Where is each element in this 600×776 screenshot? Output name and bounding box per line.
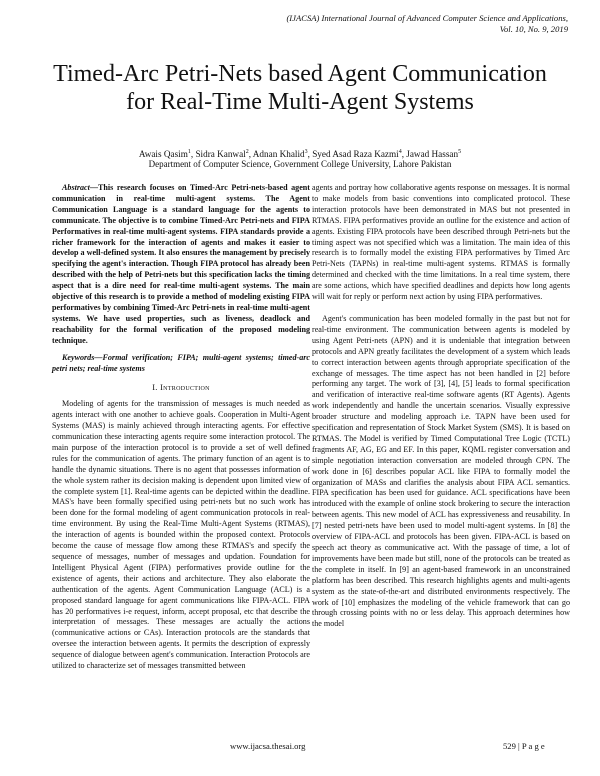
intro-paragraph-continued: agents and portray how collaborative agents response on messages. It is normal to make models from basic conventions into complicated protocol. These interaction protocols have been demonstrated in MAS but not presented in RTMAS. FIPA performatives provide an outline for the existence and action of agents. Existing FIPA protocols have been described through Petri-nets but the timing aspect was not specified which was a limitation. The main idea of this research is to formally model the existing FIPA performatives by Timed Arc Petri-Nets (TAPNs) in real-time multi-agent systems. RTMAS is formally determined and checked with the time limitations. In a real time system, there are some actions, which have specified deadlines and depicts how long agents will wait for reply or perform next action by using FIPA performatives. [312,183,570,302]
keywords-label: Keywords [62,352,95,362]
keywords: Keywords—Formal verification; FIPA; multi-agent systems; timed-arc petri nets; real-time systems [52,352,310,373]
section-heading [52,383,310,394]
author-affil-mark: 5 [458,149,462,155]
author: Awais Qasim$^1$, [138,149,196,160]
abstract-label: Abstract [62,183,90,192]
author-affil-mark: 3 [304,149,308,155]
journal-name: (IJACSA) International Journal of Advanced Computer Science and Applications, [286,13,568,23]
title-line-2: for Real-Time Multi-Agent Systems [126,89,474,115]
section-title: Introduction [160,383,210,393]
abstract-text: This research focuses on Timed-Arc Petri-nets-based agent communication in real-time multi-agent systems. The Agent Communication Language is a standard language for the agents to communicate. The objective is to combine Timed-Arc Petri-nets and FIPA Performatives in real-time multi-agent systems. FIPA standards provide a richer framework for the interaction of agents and makes it easier to develop a well-defined system. It also ensures the management by precisely specifying the agent's interaction. Though FIPA protocol has already been described with the help of Petri-nets but this specification lacks the timing aspect that is a dire need for real-time multi-agent systems. The main objective of this research is to provide a method of modeling existing FIPA performatives by combining Timed-Arc Petri-nets in real-time multi-agent systems. We have used properties, such as liveness, deadlock and reachability for the formal verification of the proposed modeling technique. [52,183,311,345]
author-name: Sidra Kanwal [195,149,246,160]
left-column [52,183,310,672]
author-name: Awais Qasim [138,149,188,160]
author-name: Jawad Hassan [406,149,459,160]
keywords-text: Formal verification; FIPA; multi-agent systems; timed-arc petri nets; real-time systems [52,352,310,373]
title-line-1: Timed-Arc Petri-Nets based Agent Communication [53,61,547,87]
author-affil-mark: 4 [398,149,402,155]
journal-header [188,13,568,35]
footer-url: www.ijacsa.thesai.org [230,741,306,751]
paper-title [30,60,570,116]
author: Adnan Khalid$^3$, [252,149,313,160]
author: Sidra Kanwal$^2$, [195,149,253,160]
section-number: I. [152,383,158,393]
abstract: Abstract—This research focuses on Timed-Arc Petri-nets-based agent communication in real-time multi-agent systems. The Agent Communication Language is a standard language for the agents to communicate. The objective is to combine Timed-Arc Petri-nets and FIPA Performatives in real-time multi-agent systems. FIPA standards provide a richer framework for the interaction of agents and makes it easier to develop a well-defined system. It also ensures the management by precisely specifying the agent's interaction. Though FIPA protocol has already been described with the help of Petri-nets but this specification lacks the timing aspect that is a dire need for real-time multi-agent systems. The main objective of this research is to provide a method of modeling existing FIPA performatives by combining Timed-Arc Petri-nets in real-time multi-agent systems. We have used properties, such as liveness, deadlock and reachability for the formal verification of the proposed modeling technique. [52,183,311,345]
affiliation: Department of Computer Science, Government College University, Lahore Pakistan [148,159,452,169]
author: Syed Asad Raza Kazmi$^4$, [312,149,407,160]
related-work-paragraph: Agent's communication has been modeled formally in the past but not for real-time environment. The communication between agents is modeled by using Agent Petri-nets (APN) and it is undeniable that integration between protocols and APN greatly facilitates the development of a system which leads to correct interaction between agents through appropriate specification of the exchange of messages. The time aspect has not been handled in [2] before performing any target. The work of [3], [4], [5] leads to formal specification and verification of interactive real-time software agents (RT Agents). Agents work independently and handle the uncertain scenarios. Visually expressive broader structure and modeling approach i.e. TAPN have been used for specification and representation of Stock Market System (SMS). It is based on RTMAS. The Model is verified by Timed Computational Tree Logic (TCTL) fragments AF, AG, EG and EF. In this paper, KQML register conversation and simple negotiation interaction conversation are modeled through CPN. The work done in [6] describes popular ACL like FIPA to formally model the organization of MASs and clarifies the analysis about FIPA ACL semantics. FIPA specification has been used for guidance. ACL specifications have been introduced with the example of online stock brokering to secure the interaction between agents. This new model of ACL has expressiveness and reusability. In [7] nested petri-nets have been used to model multi-agent systems. In [8] the overview of FIPA-ACL and protocols has been given. FIPA-ACL is based on speech act theory as communicative act. With the passage of time, a lot of improvements have been made but still, none of the protocols can be treated as the complete in itself. In [9] an agent-based framework in an unconstrained platform has been described. This research highlights agents and multi-agents system as the state-of-the-art and distributed environments respectively. The work of [10] emphasizes the modeling of the vehicle framework that can go through crossing points with no or less delay. This approach determines how the model [312,313,570,629]
right-column [312,183,570,630]
author-list [30,146,570,160]
author-affil-mark: 2 [245,149,249,155]
author [406,149,461,159]
author-affil-mark: 1 [187,149,191,155]
author-name: Syed Asad Raza Kazmi [312,149,399,160]
author-name: Adnan Khalid [252,149,305,160]
journal-volume: Vol. 10, No. 9, 2019 [499,24,568,34]
intro-paragraph: Modeling of agents for the transmission of messages is much needed as agents interact with one another to achieve goals. Cooperation in Multi-Agent Systems (MAS) is mainly achieved through interacting agents. For effective communication these interacting agents require some interaction protocol. The main purpose of the interaction protocol is to provide a set of well defined rules for the communication of agents. The primary function of an agent is to handle the dynamic situations. There is no agent that possesses information of the whole system rather its decision making is dependent upon limited view of the complete system [1]. Real-time agents can be depicted within the deadline. MAS's have been formally specified using petri-nets but no such work has been done for the formal modeling of agent communication protocols in real-time environment. By using the Real-Time Multi-Agent Systems (RTMAS), the interaction of agents is bounded within the proposed context. Protocols become the cause of message flow among these RTMAS's and specify the sequence of messages, number of messages and updation. Foundation for Intelligent Physical Agent (FIPA) performatives provide outline for the existence of agents, their actions and architecture. They also elaborate the authentication of the agents. Agent Communication Language (ACL) is a proposed standard language for agent communications like FIPA-ACL. FIPA has 20 performatives i-e request, inform, accept proposal, etc that describe the interpretation of messages. These messages are actually the actions (communicative actions or CAs). Interaction protocols are the standards that oversee the interaction between agents. It permits the description of expressly sequence of dialogue between agent's communication. Interaction Protocols are utilized to characterize set of messages transmitted between [52,399,310,671]
page-number: 529 | P a g e [503,741,545,751]
